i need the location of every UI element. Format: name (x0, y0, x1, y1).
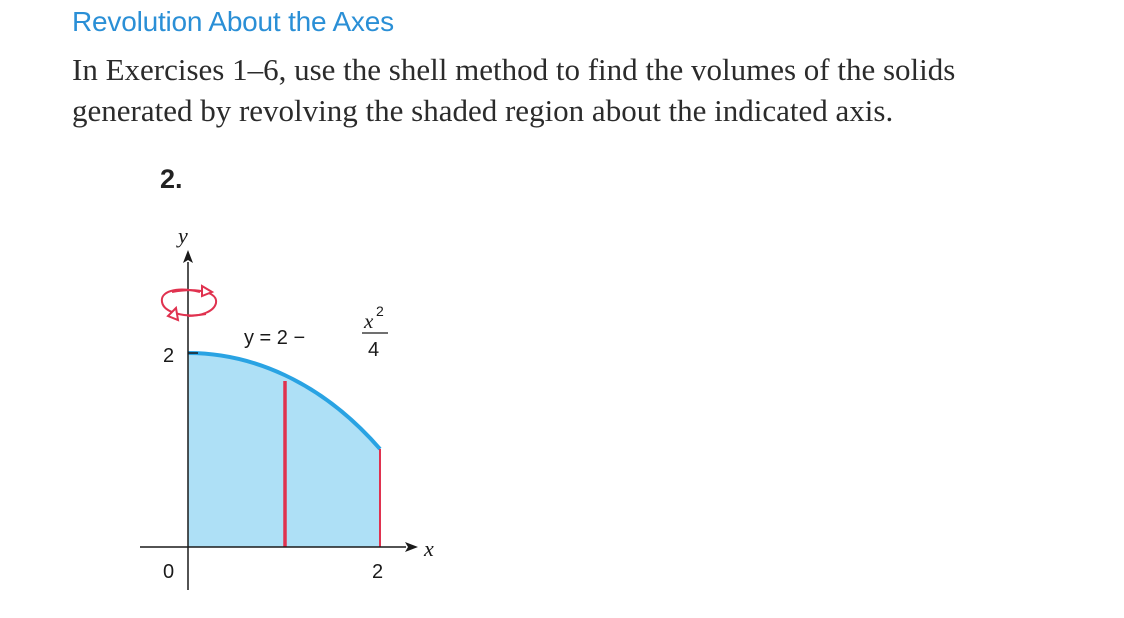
x-tick-label: 2 (372, 561, 384, 583)
rotation-arrow-icon (162, 286, 216, 320)
equation-denominator: 4 (368, 339, 380, 361)
y-tick-label: 2 (163, 345, 175, 367)
equation-exponent: 2 (376, 303, 384, 319)
equation-numerator: x (364, 309, 374, 333)
x-axis-arrowhead (405, 542, 418, 552)
y-axis-label: y (178, 223, 188, 248)
equation-lhs: y = 2 − (244, 327, 306, 349)
curve-equation-label (244, 303, 388, 361)
instructions-line-1: In Exercises 1–6, use the shell method to find the volumes of the solids (72, 52, 956, 87)
origin-label: 0 (163, 561, 175, 583)
instructions-line-2: generated by revolving the shaded region about the indicated axis. (72, 93, 894, 128)
y-axis-arrowhead (183, 250, 193, 263)
x-axis-label: x (424, 536, 434, 561)
section-heading: Revolution About the Axes (72, 6, 394, 37)
exercise-number: 2. (160, 164, 183, 194)
